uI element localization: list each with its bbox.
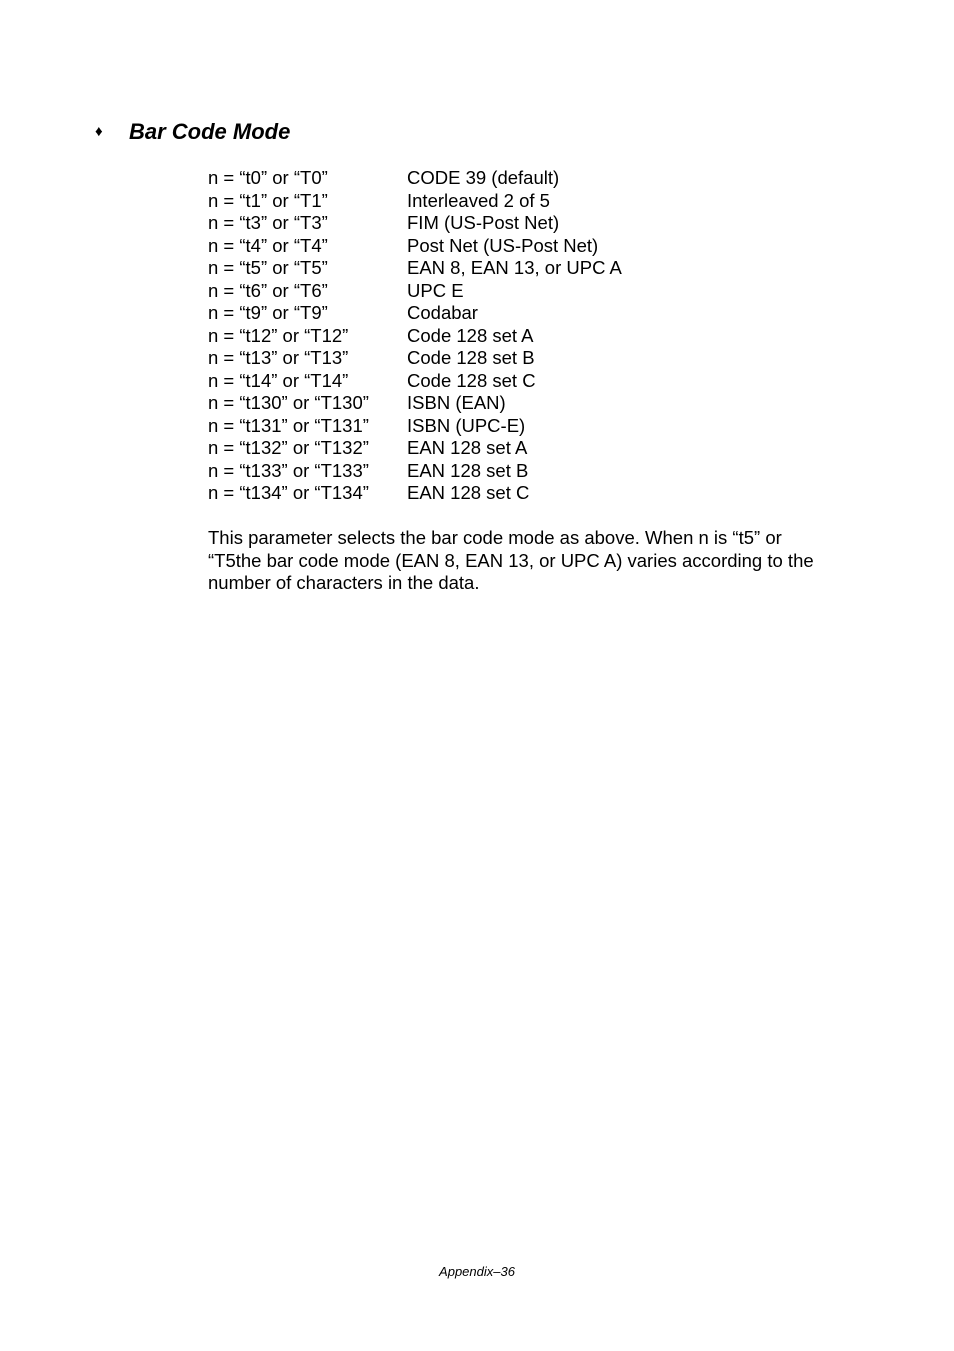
table-row (208, 460, 828, 483)
page-number-footer: Appendix–36 (439, 1264, 515, 1279)
table-row (208, 235, 828, 258)
mode-parameter: n = “t14” or “T14” (208, 369, 349, 391)
mode-description: EAN 128 set C (407, 482, 530, 503)
mode-description: UPC E (407, 279, 464, 301)
description-line: number of characters in the data. (208, 572, 480, 593)
table-row (208, 257, 828, 280)
mode-parameter: n = “t6” or “T6” (208, 279, 328, 301)
mode-parameter: n = “t0” or “T0” (208, 167, 328, 188)
mode-description: Code 128 set B (407, 347, 535, 368)
mode-description: EAN 128 set B (407, 459, 529, 481)
table-row (208, 167, 828, 190)
table-row (208, 190, 828, 213)
mode-parameter: n = “t134” or “T134” (208, 482, 369, 503)
mode-parameter: n = “t1” or “T1” (208, 189, 328, 211)
mode-description: Interleaved 2 of 5 (407, 189, 550, 211)
section-title: Bar Code Mode (129, 119, 291, 144)
diamond-bullet-icon: ♦ (95, 123, 103, 140)
mode-description: FIM (US-Post Net) (407, 212, 560, 233)
table-row (208, 347, 828, 370)
table-row (208, 325, 828, 348)
description-line: “T5the bar code mode (EAN 8, EAN 13, or UPC A) varies according to the (208, 549, 814, 571)
table-row (208, 212, 828, 235)
table-row (208, 437, 828, 460)
mode-description: Post Net (US-Post Net) (407, 234, 599, 256)
mode-parameter: n = “t12” or “T12” (208, 324, 349, 346)
mode-parameter: n = “t132” or “T132” (208, 437, 369, 458)
mode-description: EAN 8, EAN 13, or UPC A (407, 257, 622, 278)
mode-description: EAN 128 set A (407, 437, 528, 458)
mode-description: Code 128 set C (407, 369, 536, 391)
mode-parameter: n = “t5” or “T5” (208, 257, 328, 278)
table-row (208, 392, 828, 415)
mode-description: Codabar (407, 302, 478, 323)
table-row (208, 370, 828, 393)
mode-parameter: n = “t9” or “T9” (208, 302, 328, 323)
table-row (208, 302, 828, 325)
section-heading (95, 117, 290, 147)
description-paragraph (208, 527, 848, 595)
mode-description: CODE 39 (default) (407, 167, 560, 188)
description-line: This parameter selects the bar code mode as above. When n is “t5” or (208, 527, 782, 548)
table-row (208, 415, 828, 438)
table-row (208, 482, 828, 505)
mode-parameter: n = “t4” or “T4” (208, 234, 328, 256)
mode-parameter: n = “t3” or “T3” (208, 212, 328, 233)
mode-description: ISBN (UPC-E) (407, 414, 526, 436)
mode-parameter: n = “t131” or “T131” (208, 414, 369, 436)
table-row (208, 280, 828, 303)
mode-parameter: n = “t133” or “T133” (208, 459, 369, 481)
mode-description: Code 128 set A (407, 324, 534, 346)
mode-parameter: n = “t130” or “T130” (208, 392, 369, 413)
bar-code-mode-table (208, 167, 828, 505)
mode-parameter: n = “t13” or “T13” (208, 347, 349, 368)
mode-description: ISBN (EAN) (407, 392, 506, 413)
